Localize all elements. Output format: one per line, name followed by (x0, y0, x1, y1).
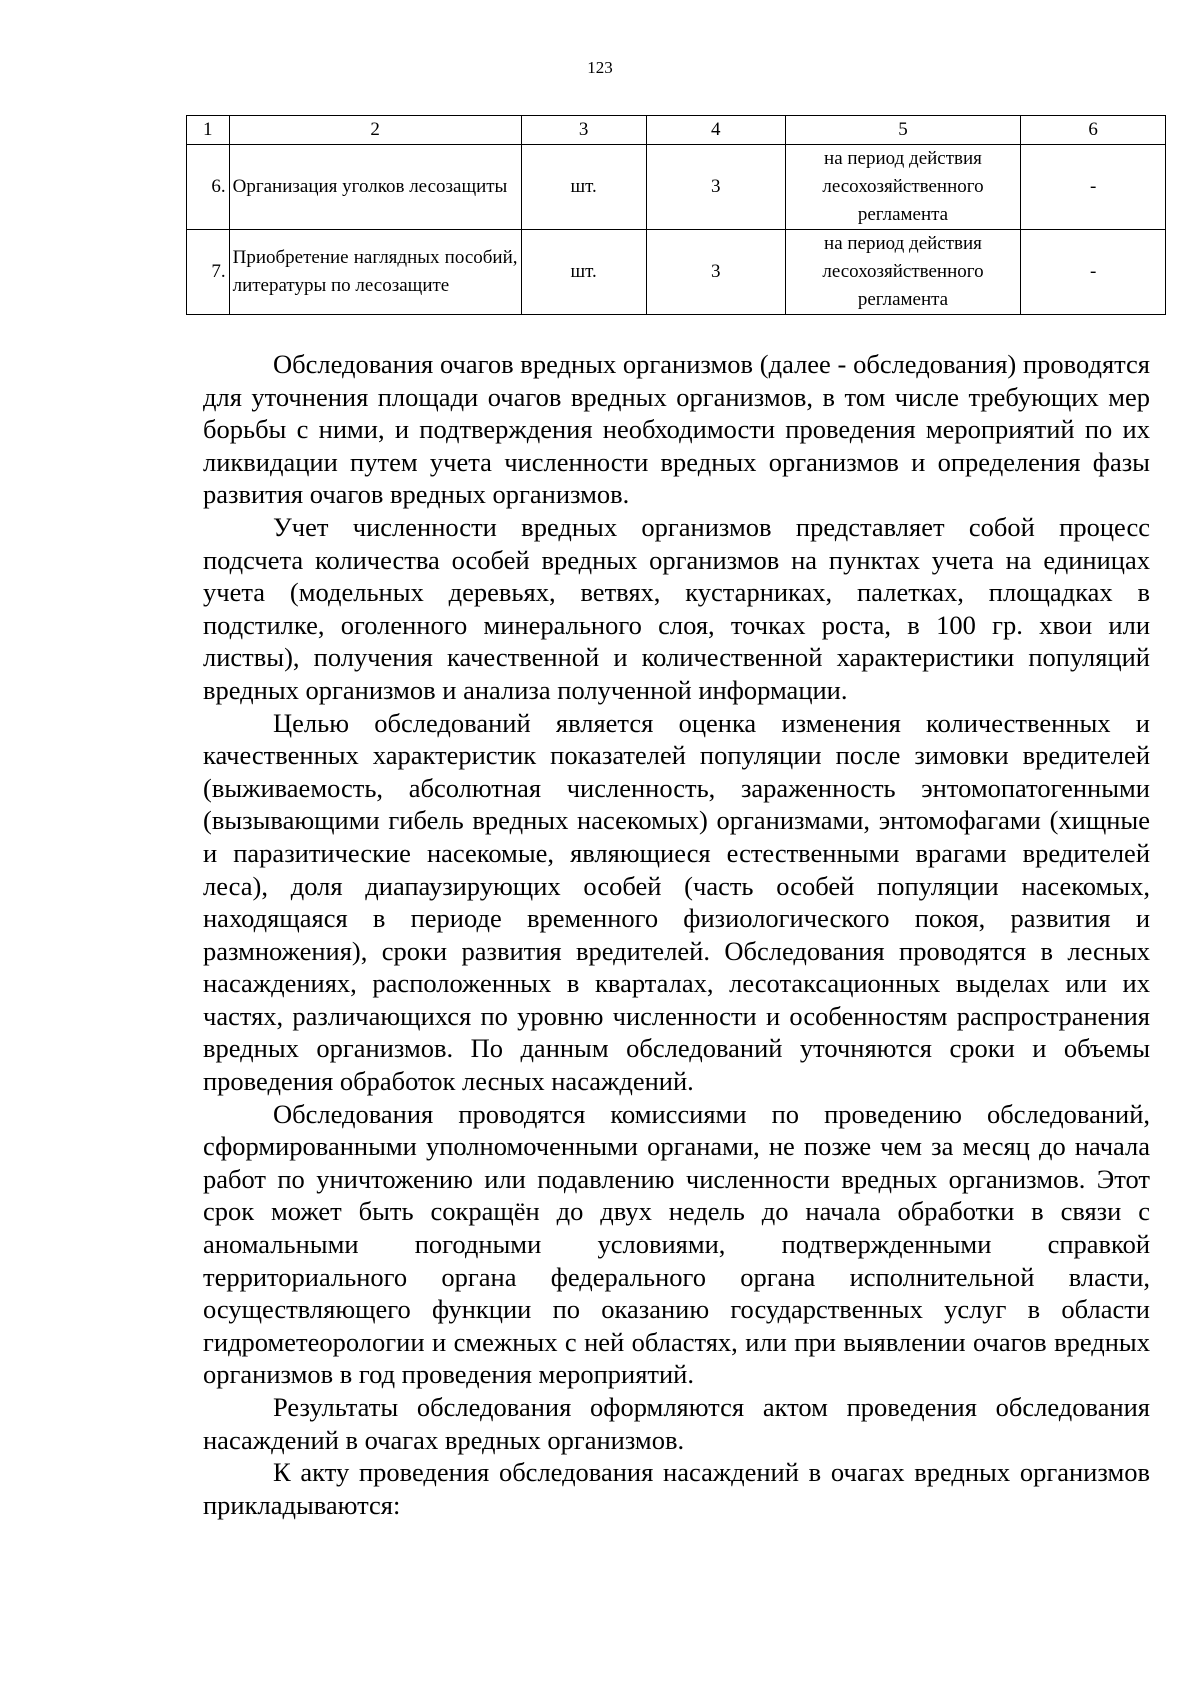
row-note: - (1021, 145, 1166, 230)
period-line: на период действия (824, 233, 982, 254)
row-name: Приобретение наглядных пособий, литературы по лесозащите (229, 230, 521, 315)
period-line: регламента (857, 289, 949, 310)
table-row (187, 145, 1166, 230)
table-header-cell: 2 (229, 116, 521, 145)
table-header-cell: 4 (646, 116, 785, 145)
row-name: Организация уголков лесозащиты (229, 145, 521, 230)
row-period (785, 145, 1021, 230)
period-line: лесохозяйственного (822, 261, 984, 282)
paragraph: Обследования очагов вредных организмов (далее - обследования) проводятся для уточнения площади очагов вредных организмов, в том числе требующих мер борьбы с ними, и подтверждения необходимости проведения мероприятий по их ликвидации путем учета численности вредных организмов и определения фазы развития очагов вредных организмов. (203, 349, 1150, 510)
period-line: лесохозяйственного (822, 176, 984, 197)
period-line: на период действия (824, 148, 982, 169)
row-unit: шт. (521, 230, 646, 315)
row-unit: шт. (521, 145, 646, 230)
body-text (203, 348, 1150, 1521)
table-header-cell: 3 (521, 116, 646, 145)
page-number: 123 (587, 58, 613, 77)
row-period (785, 230, 1021, 315)
paragraph: К акту проведения обследования насаждений в очагах вредных организмов прикладываются: (203, 1457, 1150, 1520)
period-line: регламента (857, 204, 949, 225)
row-note: - (1021, 230, 1166, 315)
measures-table (186, 115, 1166, 315)
paragraph: Результаты обследования оформляются актом проведения обследования насаждений в очагах вредных организмов. (203, 1392, 1150, 1455)
row-number: 7. (187, 230, 230, 315)
row-quantity: 3 (646, 145, 785, 230)
table-header-cell: 6 (1021, 116, 1166, 145)
table-header-row (187, 116, 1166, 145)
paragraph: Обследования проводятся комиссиями по проведению обследований, сформированными уполномоченными органами, не позже чем за месяц до начала работ по уничтожению или подавлению численности вредных организмов. Этот срок может быть сокращён до двух недель до начала обработки в связи с аномальными погодными условиями, подтвержденными справкой территориального органа федерального органа исполнительной власти, осуществляющего функции по оказанию государственных услуг в области гидрометеорологии и смежных с ней областях, или при выявлении очагов вредных организмов в год проведения мероприятий. (203, 1098, 1150, 1390)
row-quantity: 3 (646, 230, 785, 315)
paragraph: Целью обследований является оценка изменения количественных и качественных характеристик показателей популяции после зимовки вредителей (выживаемость, абсолютная численность, зараженность энтомопатогенными (вызывающими гибель вредных насекомых) организмами, энтомофагами (хищные и паразитические насекомые, являющиеся естественными врагами вредителей леса), доля диапаузирующих особей (часть особей популяции насекомых, находящаяся в периоде временного физиологического покоя, развития и размножения), сроки развития вредителей. Обследования проводятся в лесных насаждениях, расположенных в кварталах, лесотаксационных выделах или их частях, различающихся по уровню численности и особенностям распространения вредных организмов. По данным обследований уточняются сроки и объемы проведения обработок лесных насаждений. (203, 707, 1150, 1097)
row-number: 6. (187, 145, 230, 230)
paragraph: Учет численности вредных организмов представляет собой процесс подсчета количества особей вредных организмов на пунктах учета на единицах учета (модельных деревьях, ветвях, кустарниках, палетках, площадках в подстилке, оголенного минерального слоя, точках роста, в 100 гр. хвои или листвы), получения качественной и количественной характеристики популяций вредных организмов и анализа полученной информации. (203, 511, 1150, 705)
table-header-cell: 1 (187, 116, 230, 145)
table-row (187, 230, 1166, 315)
table-header-cell: 5 (785, 116, 1021, 145)
